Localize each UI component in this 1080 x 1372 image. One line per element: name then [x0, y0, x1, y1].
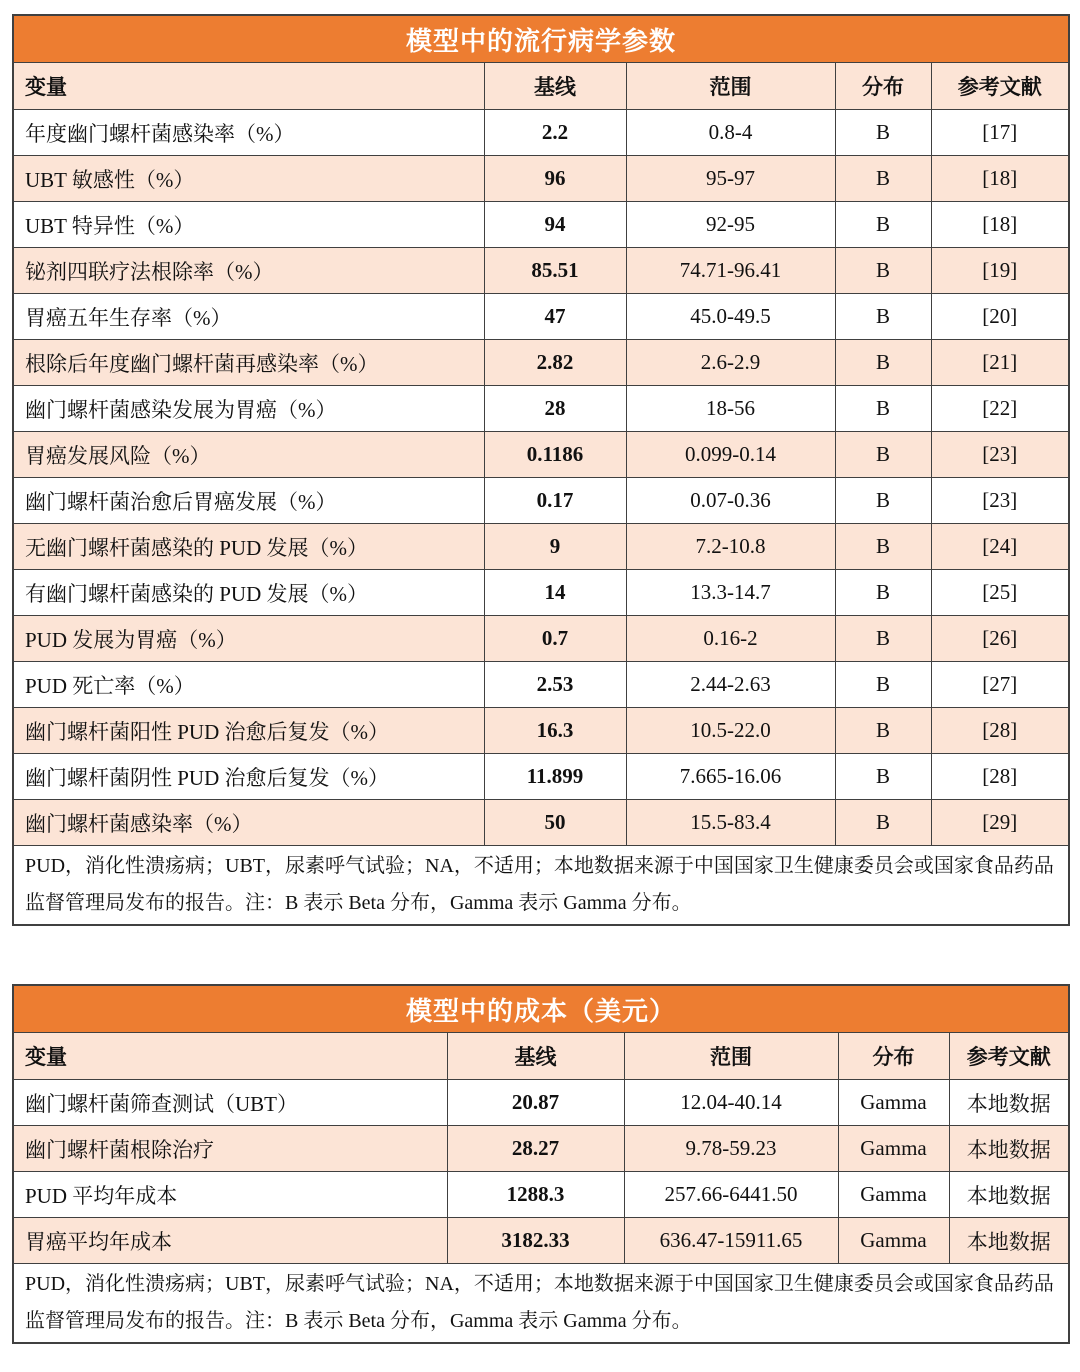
cell: B — [835, 754, 931, 800]
table-row — [13, 800, 1069, 846]
cell: 0.07-0.36 — [626, 478, 835, 524]
column-header-4: 参考文献 — [949, 1033, 1069, 1080]
cell: 16.3 — [484, 708, 626, 754]
cell: B — [835, 616, 931, 662]
cell: 2.2 — [484, 110, 626, 156]
cell: B — [835, 524, 931, 570]
row-label: 胃癌发展风险（%） — [13, 432, 484, 478]
column-header-1: 基线 — [484, 63, 626, 110]
cell: 0.8-4 — [626, 110, 835, 156]
table-row — [13, 156, 1069, 202]
row-label: PUD 平均年成本 — [13, 1172, 447, 1218]
table-row — [13, 570, 1069, 616]
column-header-3: 分布 — [838, 1033, 949, 1080]
cell: Gamma — [838, 1080, 949, 1126]
cell: B — [835, 110, 931, 156]
epidemiology-parameters-table — [12, 14, 1068, 926]
epidemiology-parameters-table-grid — [12, 14, 1070, 926]
cell: B — [835, 708, 931, 754]
table-row — [13, 616, 1069, 662]
table-row — [13, 202, 1069, 248]
cell: 13.3-14.7 — [626, 570, 835, 616]
row-label: UBT 特异性（%） — [13, 202, 484, 248]
table-row — [13, 294, 1069, 340]
row-label: 幽门螺杆菌筛查测试（UBT） — [13, 1080, 447, 1126]
column-header-4: 参考文献 — [931, 63, 1069, 110]
cell: 28 — [484, 386, 626, 432]
cell: B — [835, 294, 931, 340]
table-row — [13, 524, 1069, 570]
cell: B — [835, 340, 931, 386]
column-header-0: 变量 — [13, 63, 484, 110]
row-label: 有幽门螺杆菌感染的 PUD 发展（%） — [13, 570, 484, 616]
cell: 10.5-22.0 — [626, 708, 835, 754]
cell: [27] — [931, 662, 1069, 708]
cell: 20.87 — [447, 1080, 624, 1126]
cell: Gamma — [838, 1126, 949, 1172]
row-label: 幽门螺杆菌感染发展为胃癌（%） — [13, 386, 484, 432]
cell: 0.7 — [484, 616, 626, 662]
cell: 9 — [484, 524, 626, 570]
cell: 45.0-49.5 — [626, 294, 835, 340]
cell: [28] — [931, 754, 1069, 800]
cell: 9.78-59.23 — [624, 1126, 838, 1172]
cell: 47 — [484, 294, 626, 340]
row-label: 胃癌平均年成本 — [13, 1218, 447, 1264]
cell: B — [835, 800, 931, 846]
table-gap — [12, 926, 1068, 984]
cell: 本地数据 — [949, 1080, 1069, 1126]
cell: 7.2-10.8 — [626, 524, 835, 570]
row-label: 幽门螺杆菌感染率（%） — [13, 800, 484, 846]
cell: 15.5-83.4 — [626, 800, 835, 846]
cell: B — [835, 570, 931, 616]
cell: 50 — [484, 800, 626, 846]
cell: 14 — [484, 570, 626, 616]
row-label: 胃癌五年生存率（%） — [13, 294, 484, 340]
cell: [25] — [931, 570, 1069, 616]
table-title: 模型中的成本（美元） — [13, 985, 1069, 1033]
column-header-0: 变量 — [13, 1033, 447, 1080]
cell: 85.51 — [484, 248, 626, 294]
cell: B — [835, 662, 931, 708]
column-header-2: 范围 — [626, 63, 835, 110]
row-label: 幽门螺杆菌阴性 PUD 治愈后复发（%） — [13, 754, 484, 800]
table-row — [13, 1218, 1069, 1264]
cell: 0.17 — [484, 478, 626, 524]
cell: 28.27 — [447, 1126, 624, 1172]
cell: 本地数据 — [949, 1172, 1069, 1218]
cell: 本地数据 — [949, 1218, 1069, 1264]
cell: [19] — [931, 248, 1069, 294]
cell: 2.44-2.63 — [626, 662, 835, 708]
cell: 0.1186 — [484, 432, 626, 478]
row-label: 根除后年度幽门螺杆菌再感染率（%） — [13, 340, 484, 386]
column-header-2: 范围 — [624, 1033, 838, 1080]
cell: B — [835, 202, 931, 248]
cell: Gamma — [838, 1172, 949, 1218]
cell: [28] — [931, 708, 1069, 754]
cell: 636.47-15911.65 — [624, 1218, 838, 1264]
table-row — [13, 432, 1069, 478]
cell: 7.665-16.06 — [626, 754, 835, 800]
cell: 2.53 — [484, 662, 626, 708]
column-header-1: 基线 — [447, 1033, 624, 1080]
cell: [17] — [931, 110, 1069, 156]
cell: 2.6-2.9 — [626, 340, 835, 386]
cell: [29] — [931, 800, 1069, 846]
table-row — [13, 754, 1069, 800]
cell: 92-95 — [626, 202, 835, 248]
cell: [23] — [931, 478, 1069, 524]
cell: [24] — [931, 524, 1069, 570]
cell: 1288.3 — [447, 1172, 624, 1218]
table-row — [13, 478, 1069, 524]
cell: [23] — [931, 432, 1069, 478]
cell: 3182.33 — [447, 1218, 624, 1264]
table-footnote: PUD，消化性溃疡病；UBT，尿素呼气试验；NA，不适用；本地数据来源于中国国家卫生健康委员会或国家食品药品监督管理局发布的报告。注：B 表示 Beta 分布，Gamma 表示 Gamma 分布。 — [13, 1264, 1069, 1344]
cell: 18-56 — [626, 386, 835, 432]
cell: [20] — [931, 294, 1069, 340]
cell: 0.099-0.14 — [626, 432, 835, 478]
table-row — [13, 708, 1069, 754]
cell: 0.16-2 — [626, 616, 835, 662]
cell: 94 — [484, 202, 626, 248]
cell: 74.71-96.41 — [626, 248, 835, 294]
cell: 95-97 — [626, 156, 835, 202]
cell: B — [835, 478, 931, 524]
row-label: 铋剂四联疗法根除率（%） — [13, 248, 484, 294]
table-row — [13, 1080, 1069, 1126]
table-row — [13, 248, 1069, 294]
table-footnote: PUD，消化性溃疡病；UBT，尿素呼气试验；NA，不适用；本地数据来源于中国国家卫生健康委员会或国家食品药品监督管理局发布的报告。注：B 表示 Beta 分布，Gamma 表示 Gamma 分布。 — [13, 846, 1069, 926]
cell: 11.899 — [484, 754, 626, 800]
cell: [18] — [931, 202, 1069, 248]
row-label: 幽门螺杆菌治愈后胃癌发展（%） — [13, 478, 484, 524]
cell: [21] — [931, 340, 1069, 386]
cell: B — [835, 156, 931, 202]
row-label: 幽门螺杆菌阳性 PUD 治愈后复发（%） — [13, 708, 484, 754]
column-header-3: 分布 — [835, 63, 931, 110]
row-label: 幽门螺杆菌根除治疗 — [13, 1126, 447, 1172]
table-row — [13, 386, 1069, 432]
cell: 12.04-40.14 — [624, 1080, 838, 1126]
costs-table-grid — [12, 984, 1070, 1344]
cell: 257.66-6441.50 — [624, 1172, 838, 1218]
row-label: PUD 死亡率（%） — [13, 662, 484, 708]
row-label: 年度幽门螺杆菌感染率（%） — [13, 110, 484, 156]
cell: B — [835, 248, 931, 294]
table-row — [13, 662, 1069, 708]
column-header-row — [13, 1033, 1069, 1080]
cell: [26] — [931, 616, 1069, 662]
table-row — [13, 340, 1069, 386]
row-label: PUD 发展为胃癌（%） — [13, 616, 484, 662]
cell: 2.82 — [484, 340, 626, 386]
cell: 96 — [484, 156, 626, 202]
cell: [18] — [931, 156, 1069, 202]
row-label: UBT 敏感性（%） — [13, 156, 484, 202]
cell: Gamma — [838, 1218, 949, 1264]
row-label: 无幽门螺杆菌感染的 PUD 发展（%） — [13, 524, 484, 570]
costs-table — [12, 984, 1068, 1344]
cell: B — [835, 386, 931, 432]
column-header-row — [13, 63, 1069, 110]
table-row — [13, 1126, 1069, 1172]
table-row — [13, 1172, 1069, 1218]
cell: [22] — [931, 386, 1069, 432]
cell: B — [835, 432, 931, 478]
table-title: 模型中的流行病学参数 — [13, 15, 1069, 63]
cell: 本地数据 — [949, 1126, 1069, 1172]
table-row — [13, 110, 1069, 156]
